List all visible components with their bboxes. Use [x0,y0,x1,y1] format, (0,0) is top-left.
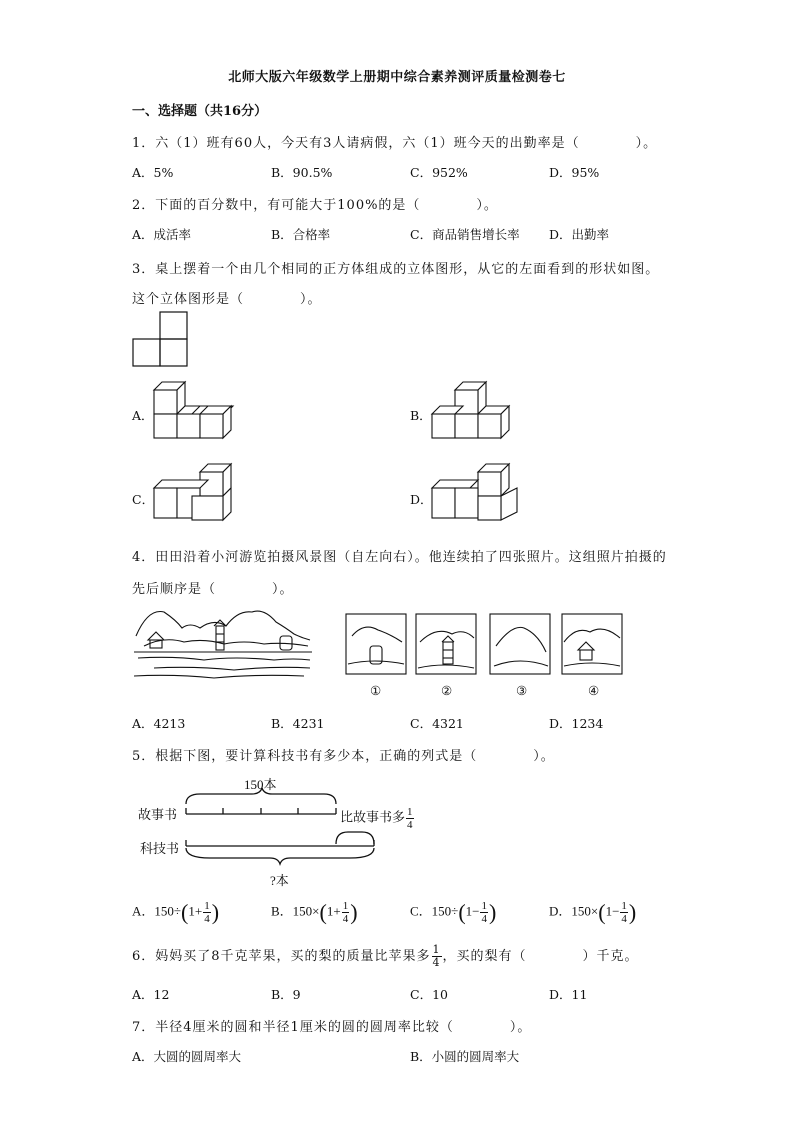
q7-option-b[interactable]: B．小圆的圆周率大 [410,1049,520,1064]
q5-storybook-label: 故事书 [138,807,178,822]
photo-label-4: ④ [588,683,600,698]
q6-option-b[interactable]: B．9 [271,987,301,1002]
q3-figure-d [430,462,520,526]
q4-landscape-scene [134,606,314,686]
q6-option-a[interactable]: A．12 [132,987,170,1002]
question-1: 1．六（1）班有60人，今天有3人请病假，六（1）班今天的出勤率是（ ）。 [132,136,658,151]
q4-option-a[interactable]: A．4213 [132,716,186,731]
question-4-line2: 先后顺序是（ ）。 [132,582,294,597]
q3-option-d[interactable]: D． [410,492,433,507]
question-4-line1: 4．田田沿着小河游览拍摄风景图（自左向右）。他连续拍了四张照片。这组照片拍摄的 [132,550,667,565]
q3-figure-a [152,380,242,440]
q5-option-a[interactable]: A．150÷(1+ $\frac{1}{4}$ ) [132,899,220,925]
q6-option-c[interactable]: C．10 [410,987,448,1002]
question-5: 5．根据下图，要计算科技书有多少本，正确的列式是（ ）。 [132,749,555,764]
q2-option-c[interactable]: C．商品销售增长率 [410,227,520,242]
q7-option-a[interactable]: A．大圆的圆周率大 [132,1049,242,1064]
page-title: 北师大版六年级数学上册期中综合素养测评质量检测卷七 [228,70,566,85]
q3-option-a[interactable]: A． [132,408,154,423]
q5-unknown-label: ?本 [270,873,289,888]
q2-option-a[interactable]: A．成活率 [132,227,192,242]
photo-label-1: ① [370,683,382,698]
q3-figure-c [152,462,242,526]
q3-option-c[interactable]: C． [132,492,155,507]
q1-option-a[interactable]: A．5% [132,165,174,180]
photo-label-2: ② [441,683,453,698]
q5-option-b[interactable]: B．150×(1+ $\frac{1}{4}$ ) [271,899,358,925]
q5-more-label: 比故事书多 $\frac{1}{4}$ [340,806,413,831]
q3-figure-b [430,380,520,440]
q4-option-d[interactable]: D．1234 [549,716,604,731]
q1-option-d[interactable]: D．95% [549,165,600,180]
q3-left-view-figure [132,312,192,370]
question-6: 6．妈妈买了8千克苹果，买的梨的质量比苹果多 $\frac{1}{4}$ ，买的梨有（ ）千克。 [132,943,639,969]
q5-scibook-label: 科技书 [140,841,180,856]
question-3-line2: 这个立体图形是（ ）。 [132,292,322,307]
q4-option-c[interactable]: C．4321 [410,716,464,731]
question-3-line1: 3．桌上摆着一个由几个相同的正方体组成的立体图形，从它的左面看到的形状如图。 [132,262,660,277]
q3-option-b[interactable]: B． [410,408,432,423]
q5-option-d[interactable]: D．150×(1− $\frac{1}{4}$ ) [549,899,637,925]
q4-photos [344,612,614,698]
q6-option-d[interactable]: D．11 [549,987,588,1002]
q2-option-d[interactable]: D．出勤率 [549,227,610,242]
q1-option-c[interactable]: C．952% [410,165,468,180]
q1-option-b[interactable]: B．90.5% [271,165,333,180]
section-heading: 一、选择题（共16分） [132,104,268,119]
photo-label-3: ③ [516,683,528,698]
q5-total-label: 150本 [244,777,277,792]
q2-option-b[interactable]: B．合格率 [271,227,331,242]
q4-option-b[interactable]: B．4231 [271,716,325,731]
q5-option-c[interactable]: C．150÷(1− $\frac{1}{4}$ ) [410,899,497,925]
question-2: 2．下面的百分数中，有可能大于100%的是（ ）。 [132,198,498,213]
question-7: 7．半径4厘米的圆和半径1厘米的圆的圆周率比较（ ）。 [132,1020,532,1035]
